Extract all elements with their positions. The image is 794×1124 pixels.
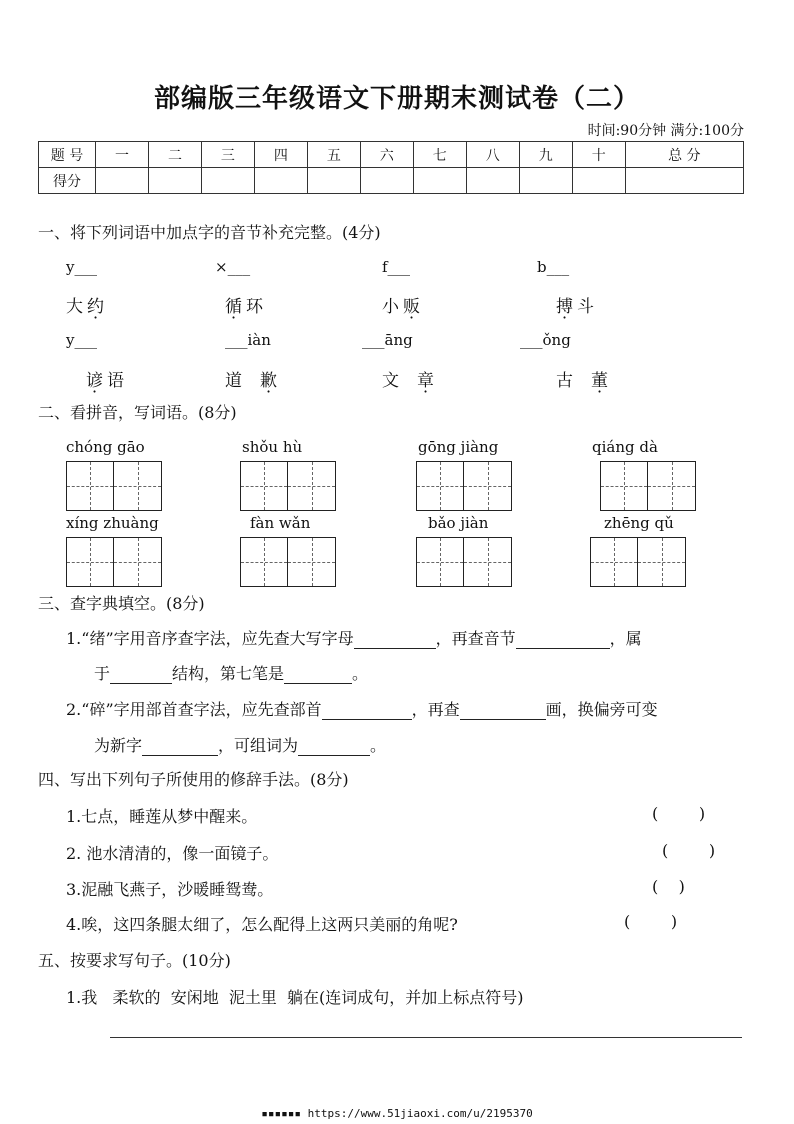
question-3-2-cont: 为新字 ，可组词为 。	[94, 736, 387, 755]
word: 文章	[382, 371, 452, 391]
question-3-1: 1.“绪”字用音序查字法，应先查大写字母 ，再查音节 ，属	[66, 629, 642, 648]
score-input-cell[interactable]	[307, 168, 360, 194]
table-cell: 九	[519, 142, 572, 168]
pinyin-prompt: y___	[66, 258, 97, 276]
answer-blank[interactable]	[322, 701, 412, 720]
answer-blank[interactable]	[516, 630, 610, 649]
pinyin-label: xíng zhuàng	[66, 514, 159, 532]
question-4-4: 4.唉，这四条腿太细了，怎么配得上这两只美丽的角呢?	[66, 915, 458, 934]
question-4-1: 1.七点，睡莲从梦中醒来。	[66, 807, 258, 826]
score-input-cell[interactable]	[96, 168, 149, 194]
word: 小贩	[382, 297, 424, 317]
word: 大约	[66, 297, 108, 317]
score-input-cell[interactable]	[413, 168, 466, 194]
answer-blank[interactable]	[354, 630, 436, 649]
question-4-2: 2. 池水清清的，像一面镜子。	[66, 844, 279, 863]
page-title: 部编版三年级语文下册期末测试卷（二）	[153, 84, 640, 114]
pinyin-prompt: ___āng	[362, 331, 413, 349]
writing-grid[interactable]	[590, 537, 686, 587]
pinyin-prompt: ___iàn	[225, 331, 271, 349]
answer-blank[interactable]	[460, 701, 546, 720]
table-row	[39, 168, 744, 194]
score-input-cell[interactable]	[360, 168, 413, 194]
question-3-1-cont: 于 结构，第七笔是 。	[94, 664, 369, 683]
question-4-3: 3.泥融飞燕子，沙暖睡鸳鸯。	[66, 880, 274, 899]
answer-blank[interactable]	[142, 737, 218, 756]
answer-parens[interactable]: ( )	[652, 804, 706, 823]
question-3-2: 2.“碎”字用部首查字法，应先查部首 ，再查 画，换偏旁可变	[66, 700, 658, 719]
table-cell: 四	[254, 142, 307, 168]
pinyin-label: bǎo jiàn	[428, 514, 489, 532]
score-input-cell[interactable]	[572, 168, 625, 194]
score-table	[38, 141, 744, 194]
table-cell: 七	[413, 142, 466, 168]
score-input-cell[interactable]	[148, 168, 201, 194]
section-4-heading: 四、写出下列句子所使用的修辞手法。(8分)	[38, 770, 349, 789]
section-2-heading: 二、看拼音，写词语。(8分)	[38, 403, 237, 422]
section-1-heading: 一、将下列词语中加点字的音节补充完整。(4分)	[38, 223, 381, 242]
word: 道歉	[225, 371, 295, 391]
question-5-1: 1.我 柔软的 安闲地 泥土里 躺在(连词成句，并加上标点符号)	[66, 988, 524, 1007]
table-cell: 二	[148, 142, 201, 168]
answer-blank[interactable]	[110, 665, 172, 684]
word: 古董	[556, 371, 626, 391]
writing-grid[interactable]	[416, 461, 512, 511]
pinyin-prompt: ×___	[215, 258, 251, 276]
pinyin-prompt: y___	[66, 331, 97, 349]
table-cell: 十	[572, 142, 625, 168]
pinyin-prompt: b___	[537, 258, 570, 276]
pinyin-label: shǒu hù	[242, 438, 303, 456]
answer-blank[interactable]	[284, 665, 352, 684]
answer-line[interactable]	[110, 1037, 742, 1038]
score-input-cell[interactable]	[466, 168, 519, 194]
table-cell: 三	[201, 142, 254, 168]
writing-grid[interactable]	[240, 461, 336, 511]
writing-grid[interactable]	[66, 461, 162, 511]
answer-parens[interactable]: ( )	[652, 877, 685, 896]
pinyin-label: qiáng dà	[592, 438, 658, 456]
writing-grid[interactable]	[240, 537, 336, 587]
writing-grid[interactable]	[66, 537, 162, 587]
table-cell: 总 分	[625, 142, 743, 168]
table-cell: 八	[466, 142, 519, 168]
word: 循环	[225, 297, 267, 317]
score-input-cell[interactable]	[254, 168, 307, 194]
pinyin-label: gōng jiàng	[418, 438, 499, 456]
pinyin-label: zhēng qǔ	[604, 514, 674, 532]
pinyin-prompt: ___ǒng	[520, 331, 571, 349]
writing-grid[interactable]	[416, 537, 512, 587]
section-3-heading: 三、查字典填空。(8分)	[38, 594, 205, 613]
table-cell: 六	[360, 142, 413, 168]
answer-parens[interactable]: ( )	[624, 912, 678, 931]
score-input-cell[interactable]	[519, 168, 572, 194]
writing-grid[interactable]	[600, 461, 696, 511]
exam-meta: 时间:90分钟 满分:100分	[587, 123, 744, 139]
score-input-cell[interactable]	[201, 168, 254, 194]
table-row	[39, 142, 744, 168]
table-cell: 题 号	[39, 142, 96, 168]
footer-url[interactable]: ▪▪▪▪▪▪ https://www.51jiaoxi.com/u/2195370	[261, 1107, 533, 1120]
answer-parens[interactable]: ( )	[662, 841, 716, 860]
word: 谚语	[86, 371, 128, 391]
section-5-heading: 五、按要求写句子。(10分)	[38, 951, 231, 970]
pinyin-label: fàn wǎn	[250, 514, 311, 532]
pinyin-prompt: f___	[382, 258, 411, 276]
score-input-cell[interactable]	[625, 168, 743, 194]
answer-blank[interactable]	[298, 737, 370, 756]
pinyin-label: chóng gāo	[66, 438, 145, 456]
table-cell: 五	[307, 142, 360, 168]
word: 搏斗	[556, 297, 598, 317]
table-cell: 一	[96, 142, 149, 168]
table-cell: 得分	[39, 168, 96, 194]
